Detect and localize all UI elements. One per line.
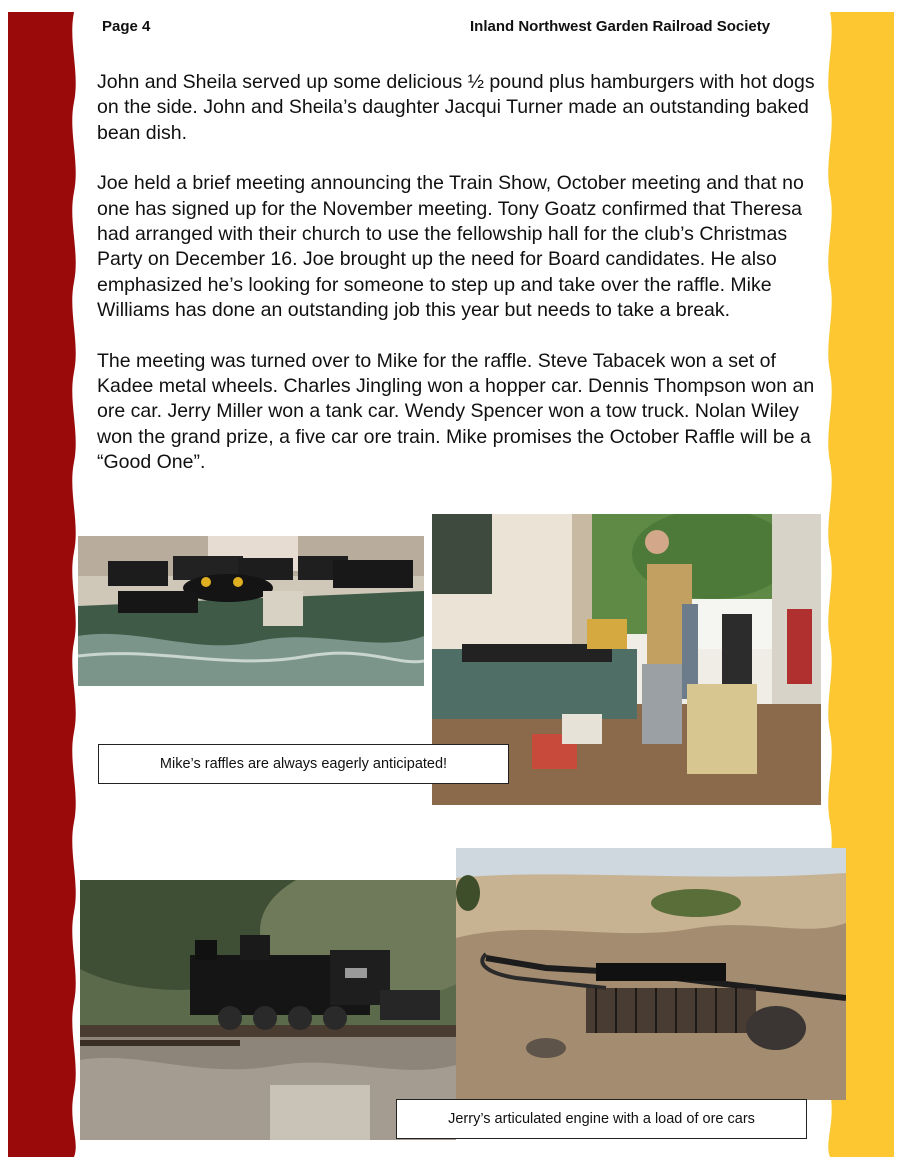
page-number: Page 4 (102, 18, 151, 35)
trestle-layout-photo (456, 848, 846, 1100)
paragraph-food: John and Sheila served up some delicious ½ pound plus hamburgers with hot dogs on the side. John and Sheila’s daughter Jacqui Turner made an outstanding baked bean dish. (97, 71, 815, 144)
left-wavy-border (8, 12, 76, 1157)
raffle-caption: Mike’s raffles are always eagerly anticipated! (98, 744, 509, 784)
article-body (97, 70, 819, 501)
newsletter-title: Inland Northwest Garden Railroad Society (470, 18, 771, 35)
paragraph-meeting: Joe held a brief meeting announcing the Train Show, October meeting and that no one has signed up for the November meeting. Tony Goatz confirmed that Theresa had arranged with their church to use the fellowship hall for the club’s Christmas Party on December 16. Joe brought up the need for Board candidates. He also emphasized he’s looking for someone to step up and take over the raffle. Mike Williams has done an outstanding job this year but needs to take a break. (97, 172, 804, 322)
raffle-prizes-photo (78, 536, 424, 686)
paragraph-raffle: The meeting was turned over to Mike for the raffle. Steve Tabacek won a set of Kadee metal wheels. Charles Jingling won a hopper car. Dennis Thompson won an ore car. Jerry Miller won a tank car. Wendy Spencer won a tow truck. Nolan Wiley won the grand prize, a five car ore train. Mike promises the October Raffle will be a “Good One”. (97, 349, 815, 474)
engine-caption: Jerry’s articulated engine with a load of ore cars (396, 1099, 807, 1139)
